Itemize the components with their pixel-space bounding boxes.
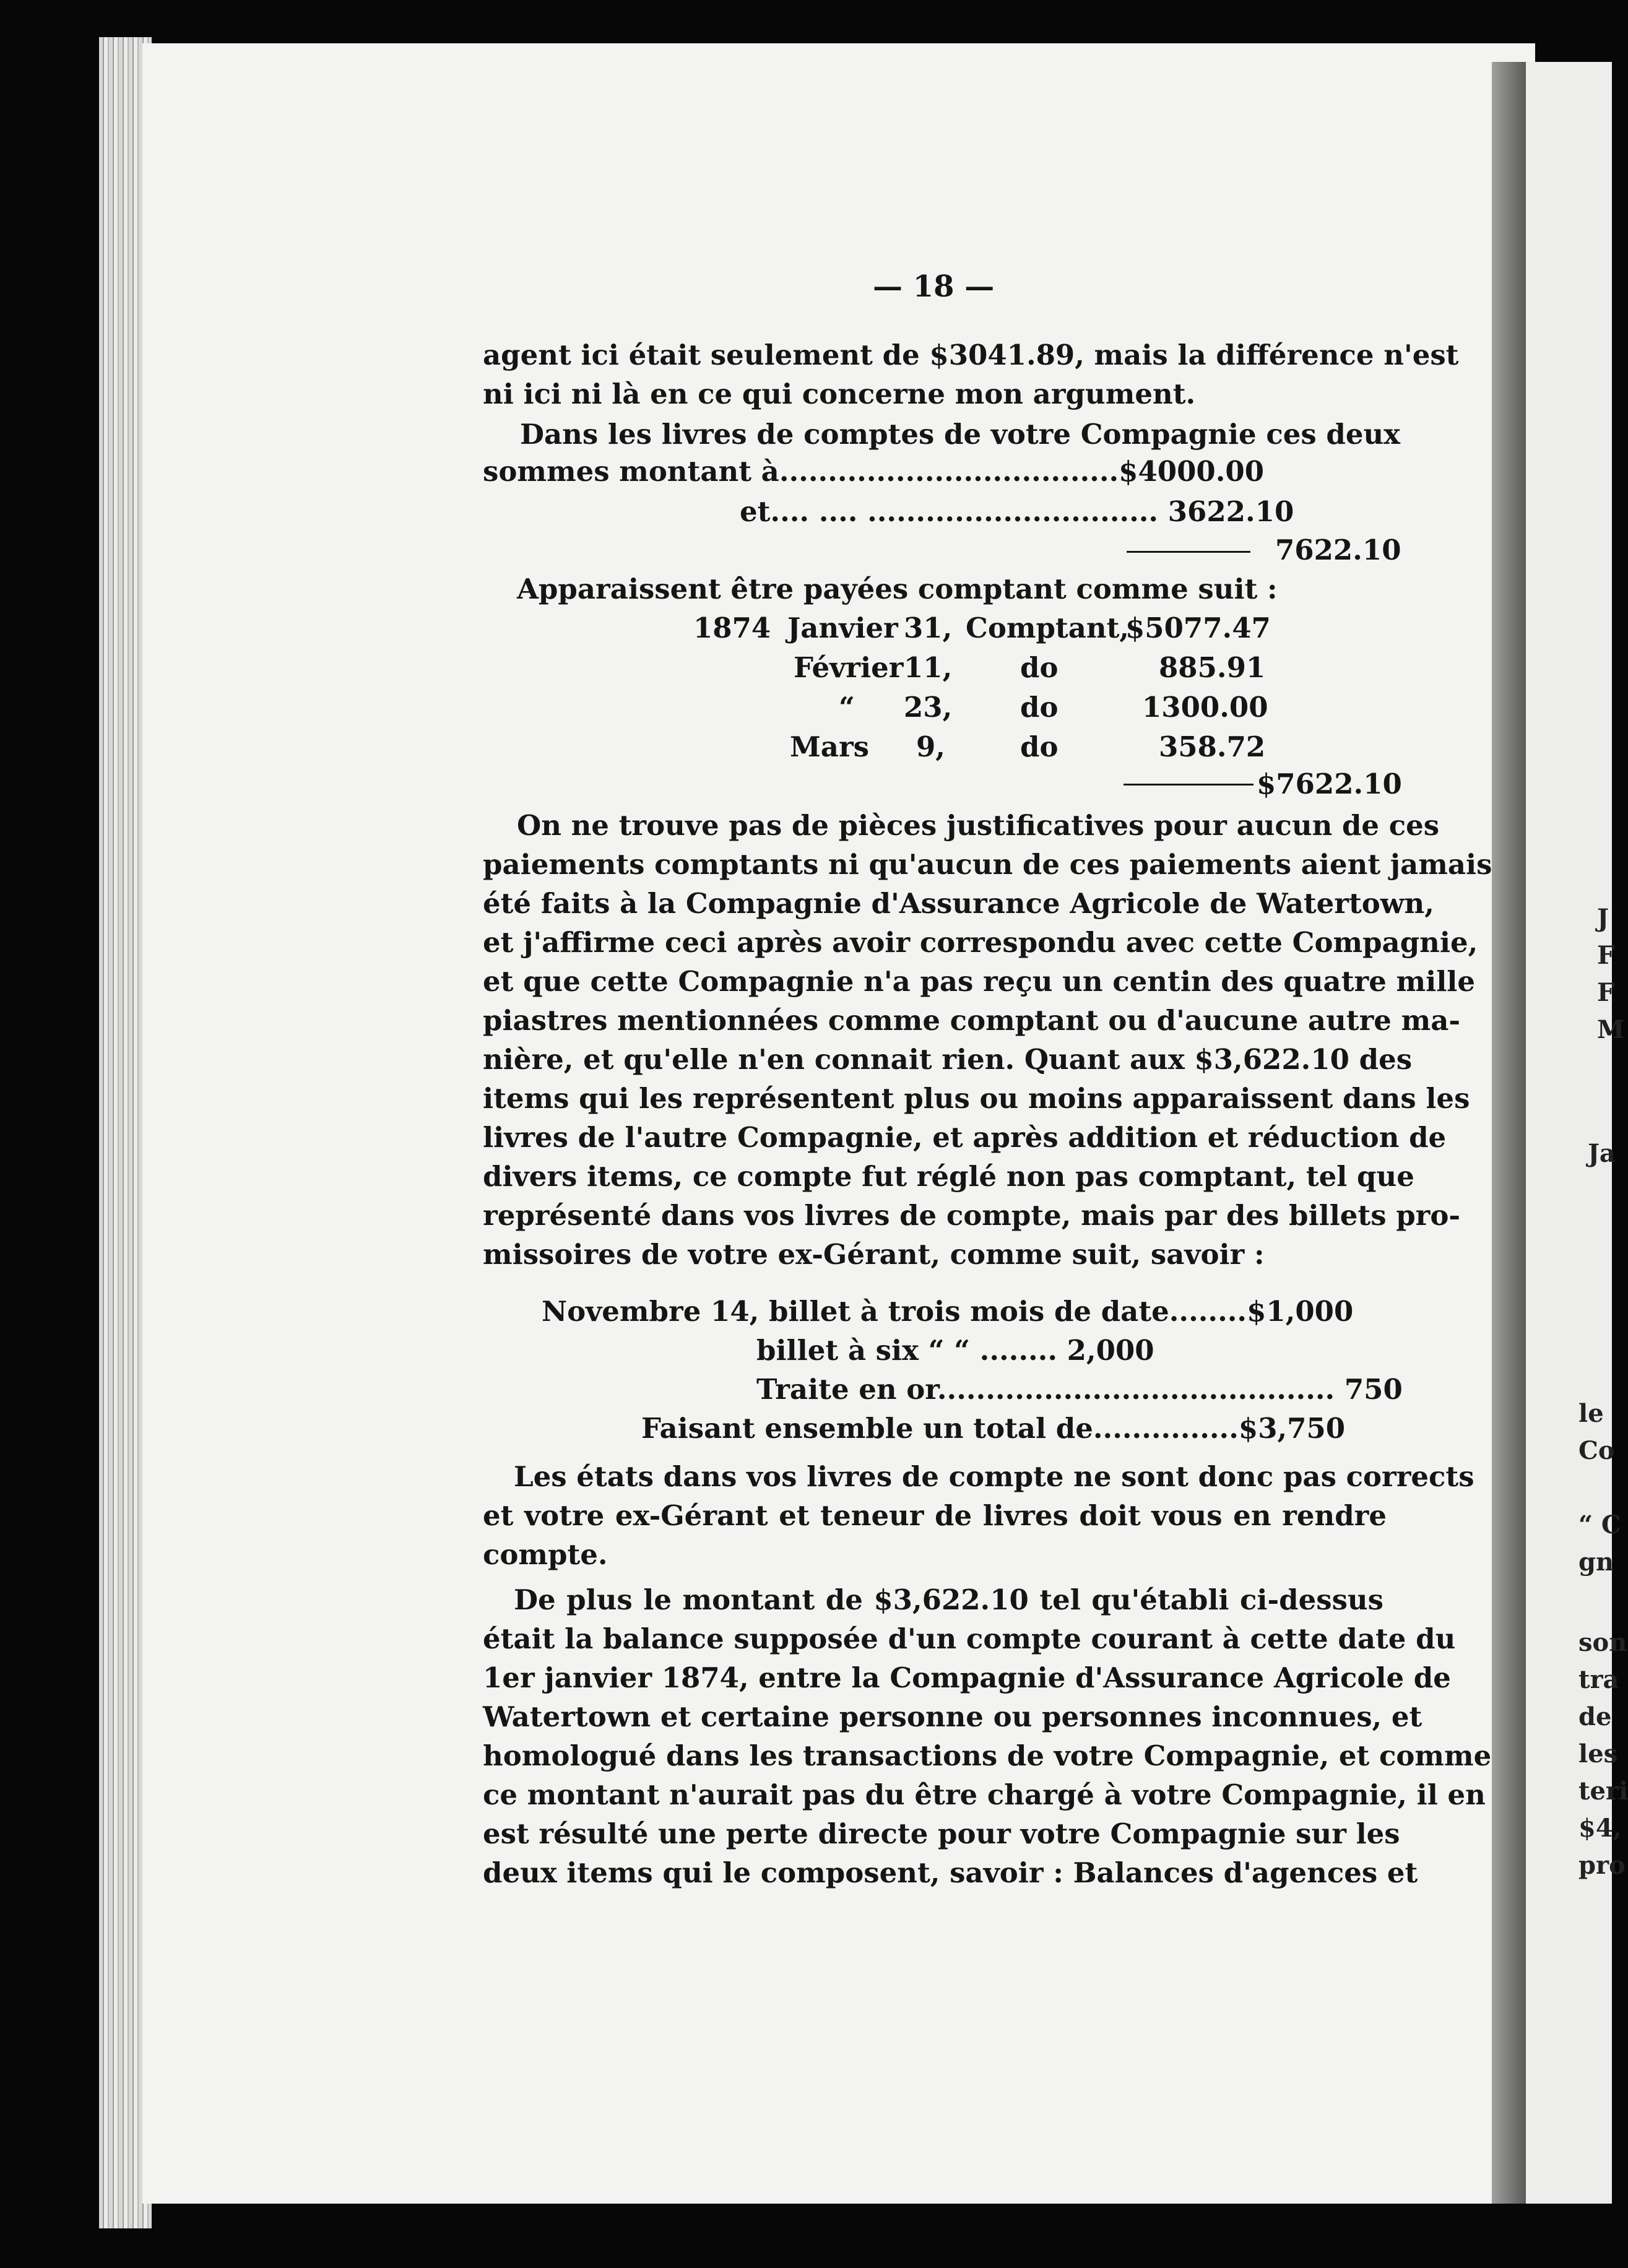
text-line: deux items qui le composent, savoir : Balances d'agences et	[483, 1856, 1418, 1889]
text-line: paiements comptants ni qu'aucun de ces paiements aient jamais	[483, 848, 1492, 881]
amount-line: sommes montant à...................................$4000.00	[483, 455, 1264, 488]
text-line: été faits à la Compagnie d'Assurance Agricole de Watertown,	[483, 887, 1434, 920]
amount-line: et.... .... .............................. 3622.10	[740, 495, 1294, 528]
note-total-line: Faisant ensemble un total de...............$3,750	[641, 1412, 1346, 1445]
sum-rule	[1127, 551, 1250, 553]
text-line: et que cette Compagnie n'a pas reçu un centin des quatre mille	[483, 965, 1476, 998]
text-line: piastres mentionnées comme comptant ou d'aucune autre ma-	[483, 1004, 1461, 1037]
text-line: ce montant n'aurait pas du être chargé à votre Compagnie, il en	[483, 1778, 1486, 1811]
text-line: nière, et qu'elle n'en connait rien. Quant aux $3,622.10 des	[483, 1043, 1413, 1076]
text-line: livres de l'autre Compagnie, et après addition et réduction de	[483, 1121, 1447, 1154]
facing-page-fragment: J	[1597, 904, 1609, 933]
payments-intro: Apparaissent être payées comptant comme suit :	[517, 573, 1278, 605]
facing-page-fragment: son	[1578, 1628, 1627, 1657]
payment-amount: $5077.47	[1125, 612, 1271, 644]
text-line: et j'affirme ceci après avoir correspondu avec cette Compagnie,	[483, 926, 1478, 959]
note-line: billet à six “ “ ........ 2,000	[756, 1334, 1154, 1367]
text-line: Les états dans vos livres de compte ne sont donc pas corrects	[514, 1460, 1474, 1493]
text-line: missoires de votre ex-Gérant, comme suit, savoir :	[483, 1238, 1265, 1271]
text-line: De plus le montant de $3,622.10 tel qu'établi ci-dessus	[514, 1583, 1383, 1616]
text-line: items qui les représentent plus ou moins apparaissent dans les	[483, 1082, 1470, 1115]
note-line: Novembre 14, billet à trois mois de date........$1,000	[542, 1295, 1354, 1328]
payment-day: 23,	[904, 691, 953, 724]
facing-page-fragment: teri	[1578, 1777, 1628, 1806]
subtotal-amount: 7622.10	[1275, 534, 1401, 566]
payment-day: 11,	[904, 651, 953, 684]
facing-page-fragment: les	[1578, 1739, 1618, 1768]
facing-page	[1526, 62, 1628, 2204]
text-line: et votre ex-Gérant et teneur de livres doit vous en rendre	[483, 1499, 1387, 1532]
text-line: agent ici était seulement de $3041.89, mais la différence n'est	[483, 339, 1459, 371]
facing-page-fragment: $4,	[1578, 1814, 1622, 1843]
text-line: était la balance supposée d'un compte courant à cette date du	[483, 1622, 1456, 1655]
payment-type: do	[1020, 730, 1059, 763]
facing-page-fragment: M	[1597, 1015, 1625, 1044]
text-line: 1er janvier 1874, entre la Compagnie d'Assurance Agricole de	[483, 1661, 1451, 1694]
facing-page-fragment: Ja	[1588, 1139, 1616, 1168]
facing-page-fragment: pro	[1578, 1851, 1626, 1880]
payment-day: 31,	[904, 612, 953, 644]
book-spine-shadow	[1492, 62, 1526, 2204]
payment-day: 9,	[916, 730, 945, 763]
sum-rule	[1124, 784, 1253, 786]
note-line: Traite en or......................................... 750	[756, 1373, 1403, 1406]
facing-page-fragment: le	[1578, 1399, 1604, 1428]
facing-page-fragment: de	[1578, 1702, 1612, 1731]
payment-type: do	[1020, 651, 1059, 684]
payment-amount: 358.72	[1159, 730, 1266, 763]
payments-total: $7622.10	[1257, 768, 1402, 800]
payment-type: do	[1020, 691, 1059, 724]
text-line: Dans les livres de comptes de votre Compagnie ces deux	[520, 418, 1401, 451]
text-line: compte.	[483, 1538, 608, 1571]
facing-page-fragment: Co	[1578, 1436, 1615, 1465]
facing-page-fragment: gn	[1578, 1547, 1614, 1577]
page-number: — 18 —	[873, 269, 995, 304]
text-line: ni ici ni là en ce qui concerne mon argument.	[483, 378, 1196, 410]
facing-page-fragment: F	[1597, 941, 1615, 970]
facing-page-fragment: F	[1597, 978, 1615, 1007]
text-line: homologué dans les transactions de votre Compagnie, et comme	[483, 1739, 1492, 1772]
payment-type: Comptant,	[966, 612, 1130, 644]
text-line: Watertown et certaine personne ou personnes inconnues, et	[483, 1700, 1422, 1733]
text-line: est résulté une perte directe pour votre Compagnie sur les	[483, 1817, 1400, 1850]
text-line: divers items, ce compte fut réglé non pas comptant, tel que	[483, 1160, 1414, 1193]
payment-amount: 1300.00	[1142, 691, 1268, 724]
facing-page-fragment: “ C	[1578, 1510, 1621, 1539]
payment-year: 1874	[693, 612, 771, 644]
payment-month: Mars	[790, 730, 870, 763]
payment-month: Janvier	[787, 612, 898, 644]
text-line: représenté dans vos livres de compte, mais par des billets pro-	[483, 1199, 1461, 1232]
text-line: On ne trouve pas de pièces justificatives pour aucun de ces	[517, 809, 1440, 842]
payment-month: “	[839, 691, 855, 724]
payment-amount: 885.91	[1159, 651, 1266, 684]
facing-page-fragment: tra	[1578, 1665, 1619, 1694]
payment-month: Février	[794, 651, 904, 684]
